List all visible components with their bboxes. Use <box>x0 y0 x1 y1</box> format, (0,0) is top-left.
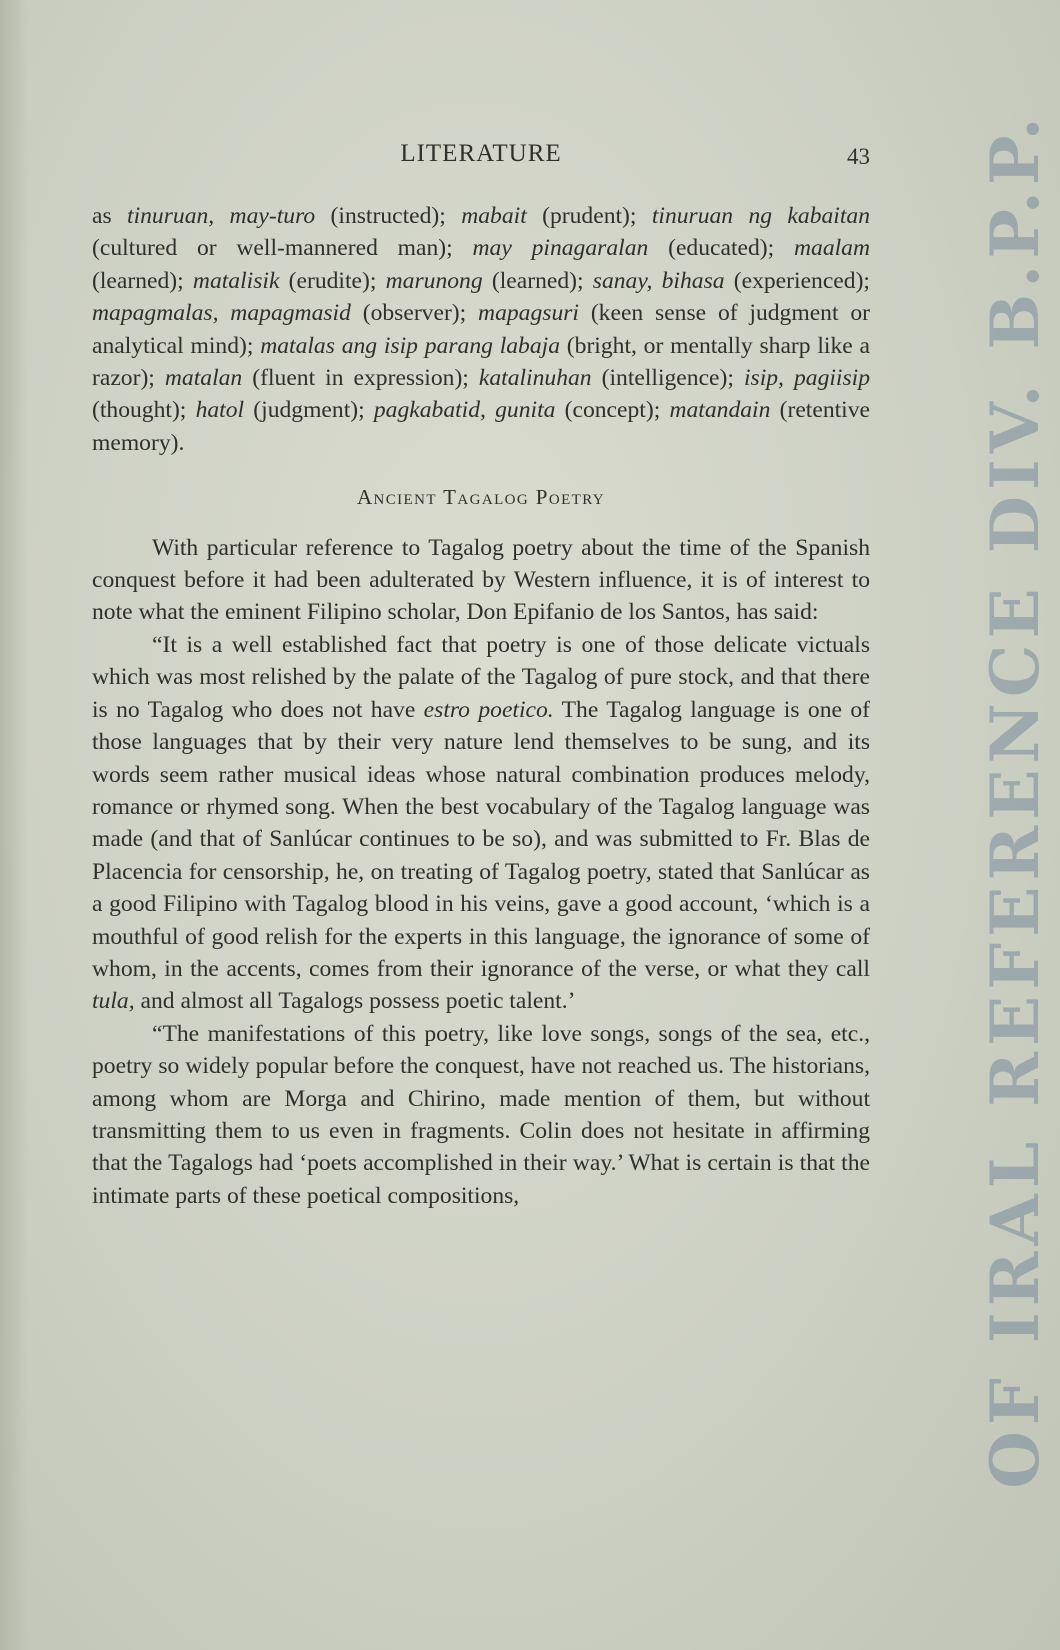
library-stamp-text: OF IRAL REFERENCE DIV. B.P.P. <box>976 111 1054 1489</box>
quotation-paragraph-continued: “The manifestations of this poetry, like love songs, songs of the sea, etc., poetry so widely popular before the conquest, have not reached us. The historians, among whom are Morga and Chirino, made mention of them, but without transmitting them to us even in fragments. Colin does not hesitate in affirming that the Tagalogs had ‘poets accomplished in their way.’ What is certain is that the intimate parts of these poetical compositions, <box>92 1020 870 1209</box>
body-text <box>92 200 870 1212</box>
section-heading: Ancient Tagalog Poetry <box>356 485 606 510</box>
vocabulary-paragraph: as tinuruan, may-turo (instructed); mabait (prudent); tinuruan ng kabaitan (cultured or well-mannered man); may pinagaralan (educated); maalam (learned); matalisik (erudite); marunong (learned); sanay, bihasa (experienced); mapagmalas, mapagmasid (observer); mapagsuri (keen sense of judgment or analytical mind); matalas ang isip parang labaja (bright, or mentally sharp like a razor); matalan (fluent in expression); katalinuhan (intelligence); isip, pagiisip (thought); hatol (judgment); pagkabatid, gunita (concept); matandain (retentive memory). <box>92 203 871 456</box>
library-stamp <box>975 111 1055 1489</box>
intro-paragraph: With particular reference to Tagalog poetry about the time of the Spanish conquest before it had been adulterated by Western influence, it is of interest to note what the eminent Filipino scholar, Don Epifanio de los Santos, has said: <box>92 534 870 626</box>
page-gutter-shadow <box>0 0 28 1650</box>
quotation-paragraph: “It is a well established fact that poetry is one of those delicate victuals which was most relished by the palate of the Tagalog of pure stock, and that there is no Tagalog who does not have estro poetico. The Tagalog language is one of those languages that by their very nature lend themselves to be sung, and its words seem rather musical ideas whose natural combination produces melody, romance or rhymed song. When the best vocabulary of the Tagalog language was made (and that of Sanlúcar continues to be so), and was submitted to Fr. Blas de Placencia for censorship, he, on treating of Tagalog poetry, stated that Sanlúcar as a good Filipino with Tagalog blood in his veins, gave a good account, ‘which is a mouthful of good relish for the experts in this language, the ignorance of some of whom, in the accents, comes from their ignorance of the verse, or what they call tula, and almost all Tagalogs possess poetic talent.’ <box>92 631 870 1015</box>
running-head <box>92 140 870 174</box>
page-number: 43 <box>847 144 870 169</box>
running-title: LITERATURE <box>400 140 562 167</box>
